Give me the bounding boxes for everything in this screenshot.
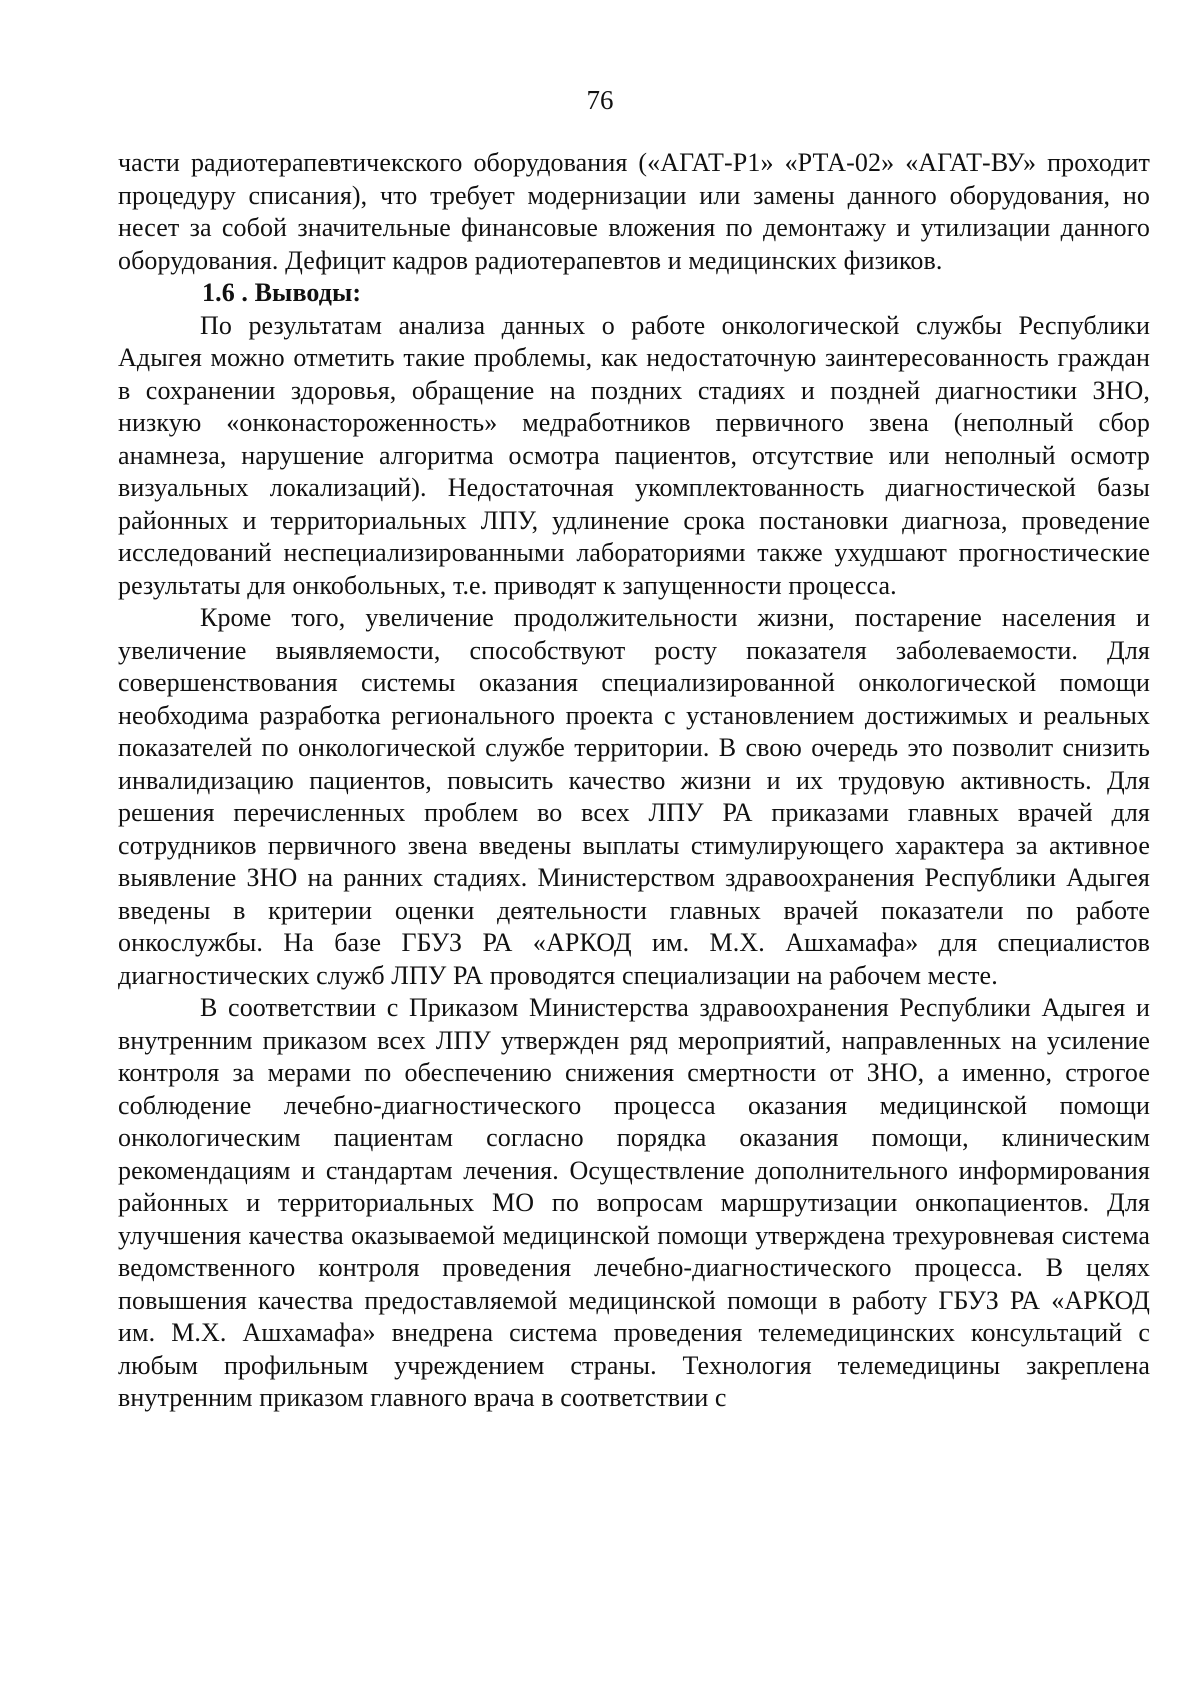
paragraph-conclusions: По результатам анализа данных о работе онкологической службы Республики Адыгея можно отметить такие проблемы, как недостаточную заинтересованность граждан в сохранении здоровья, обращение на поздних стадиях и поздней диагностики ЗНО, низкую «онконастороженность» медработников первичного звена (неполный сбор анамнеза, нарушение алгоритма осмотра пациентов, отсутствие или неполный осмотр визуальных локализаций). Недостаточная укомплектованность диагностической базы районных и территориальных ЛПУ, удлинение срока постановки диагноза, проведение исследований неспециализированными лабораториями также ухудшают прогностические результаты для онкобольных, т.е. приводят к запущенности процесса.	[118, 310, 1150, 600]
paragraph-continuation: части радиотерапевтичекского оборудования («АГАТ-Р1» «РТА-02» «АГАТ-ВУ» проходит процедуру списания), что требует модернизации или замены данного оборудования, но несет за собой значительные финансовые вложения по демонтажу и утилизации данного оборудования. Дефицит кадров радиотерапевтов и медицинских физиков.	[118, 148, 1150, 275]
page-number: 76	[586, 85, 614, 115]
paragraph-measures: Кроме того, увеличение продолжительности жизни, постарение населения и увеличение выявляемости, способствуют росту показателя заболеваемости. Для совершенствования системы оказания специализированной онкологической помощи необходима разработка регионального проекта с установлением достижимых и реальных показателей по онкологической службе территории. В свою очередь это позволит снизить инвалидизацию пациентов, повысить качество жизни и их трудовую активность. Для решения перечисленных проблем во всех ЛПУ РА приказами главных врачей для сотрудников первичного звена введены выплаты стимулирующего характера за активное выявление ЗНО на ранних стадиях. Министерством здравоохранения Республики Адыгея введены в критерии оценки деятельности главных врачей показатели по работе онкослужбы. На базе ГБУЗ РА «АРКОД им. М.Х. Ашхамафа» для специалистов диагностических служб ЛПУ РА проводятся специализации на рабочем месте.	[118, 603, 1150, 990]
document-body	[118, 147, 1150, 1415]
section-heading: 1.6 . Выводы:	[202, 278, 362, 307]
paragraph-order: В соответствии с Приказом Министерства здравоохранения Республики Адыгея и внутренним приказом всех ЛПУ утвержден ряд мероприятий, направленных на усиление контроля за мерами по обеспечению снижения смертности от ЗНО, а именно, строгое соблюдение лечебно-диагностического процесса оказания медицинской помощи онкологическим пациентам согласно порядка оказания помощи, клиническим рекомендациям и стандартам лечения. Осуществление дополнительного информирования районных и территориальных МО по вопросам маршрутизации онкопациентов. Для улучшения качества оказываемой медицинской помощи утверждена трехуровневая система ведомственного контроля проведения лечебно-диагностического процесса. В целях повышения качества предоставляемой медицинской помощи в работу ГБУЗ РА «АРКОД им. М.Х. Ашхамафа» внедрена система проведения телемедицинских консультаций с любым профильным учреждением страны. Технология телемедицины закреплена внутренним приказом главного врача в соответствии с	[118, 993, 1150, 1412]
